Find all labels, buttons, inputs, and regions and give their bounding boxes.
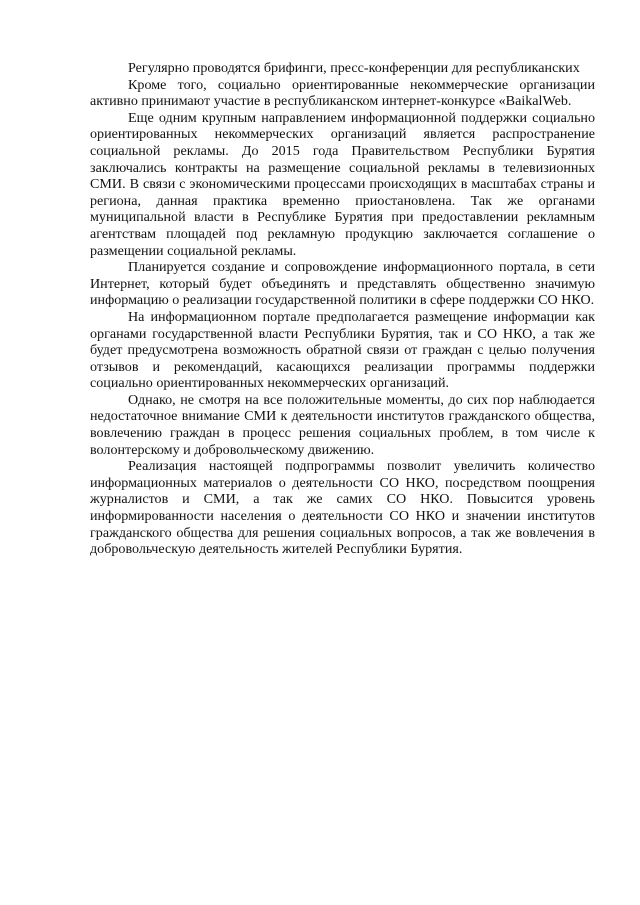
paragraph-baikalweb-contest: Кроме того, социально ориентированные некоммерческие организации активно принимают участие в республиканском интернет-конкурсе «BaikalWeb.: [90, 76, 595, 110]
document-body: [90, 60, 595, 558]
paragraph-media-attention: Однако, не смотря на все положительные моменты, до сих пор наблюдается недостаточное внимание СМИ к деятельности институтов гражданского общества, вовлечению граждан в процесс решения социальных проблем, в том числе к волонтерскому и добровольческому движению.: [90, 391, 595, 458]
paragraph-social-advertising: Еще одним крупным направлением информационной поддержки социально ориентированных некоммерческих организаций является распространение социальной рекламы. До 2015 года Правительством Республики Бурятия заключались контракты на размещение социальной рекламы в телевизионных СМИ. В связи с экономическими процессами происходящих в масштабах страны и региона, данная практика временно приостановлена. Так же органами муниципальной власти в Республике Бурятия при предоставлении рекламным агентствам площадей под рекламную продукцию заключается соглашение о размещении социальной рекламы.: [90, 109, 595, 259]
paragraph-portal-feedback: На информационном портале предполагается размещение информации как органами государственной власти Республики Бурятия, так и СО НКО, а так же будет предусмотрена возможность обратной связи от граждан с целью получения отзывов и рекомендаций, касающихся реализации программы поддержки социально ориентированных некоммерческих организаций.: [90, 308, 595, 392]
paragraph-briefings: Регулярно проводятся брифинги, пресс-конференции для республиканских: [128, 60, 580, 76]
paragraph-subprogram-results: Реализация настоящей подпрограммы позволит увеличить количество информационных материалов о деятельности СО НКО, посредством поощрения журналистов и СМИ, а так же самих СО НКО. Повысится уровень информированности населения о деятельности СО НКО и значении институтов гражданского общества для решения социальных вопросов, а так же вовлечения в добровольческую деятельность жителей Республики Бурятия.: [90, 458, 595, 558]
paragraph-information-portal: Планируется создание и сопровождение информационного портала, в сети Интернет, который будет объединять и представлять общественно значимую информацию о реализации государственной политики в сфере поддержки СО НКО.: [90, 259, 595, 309]
